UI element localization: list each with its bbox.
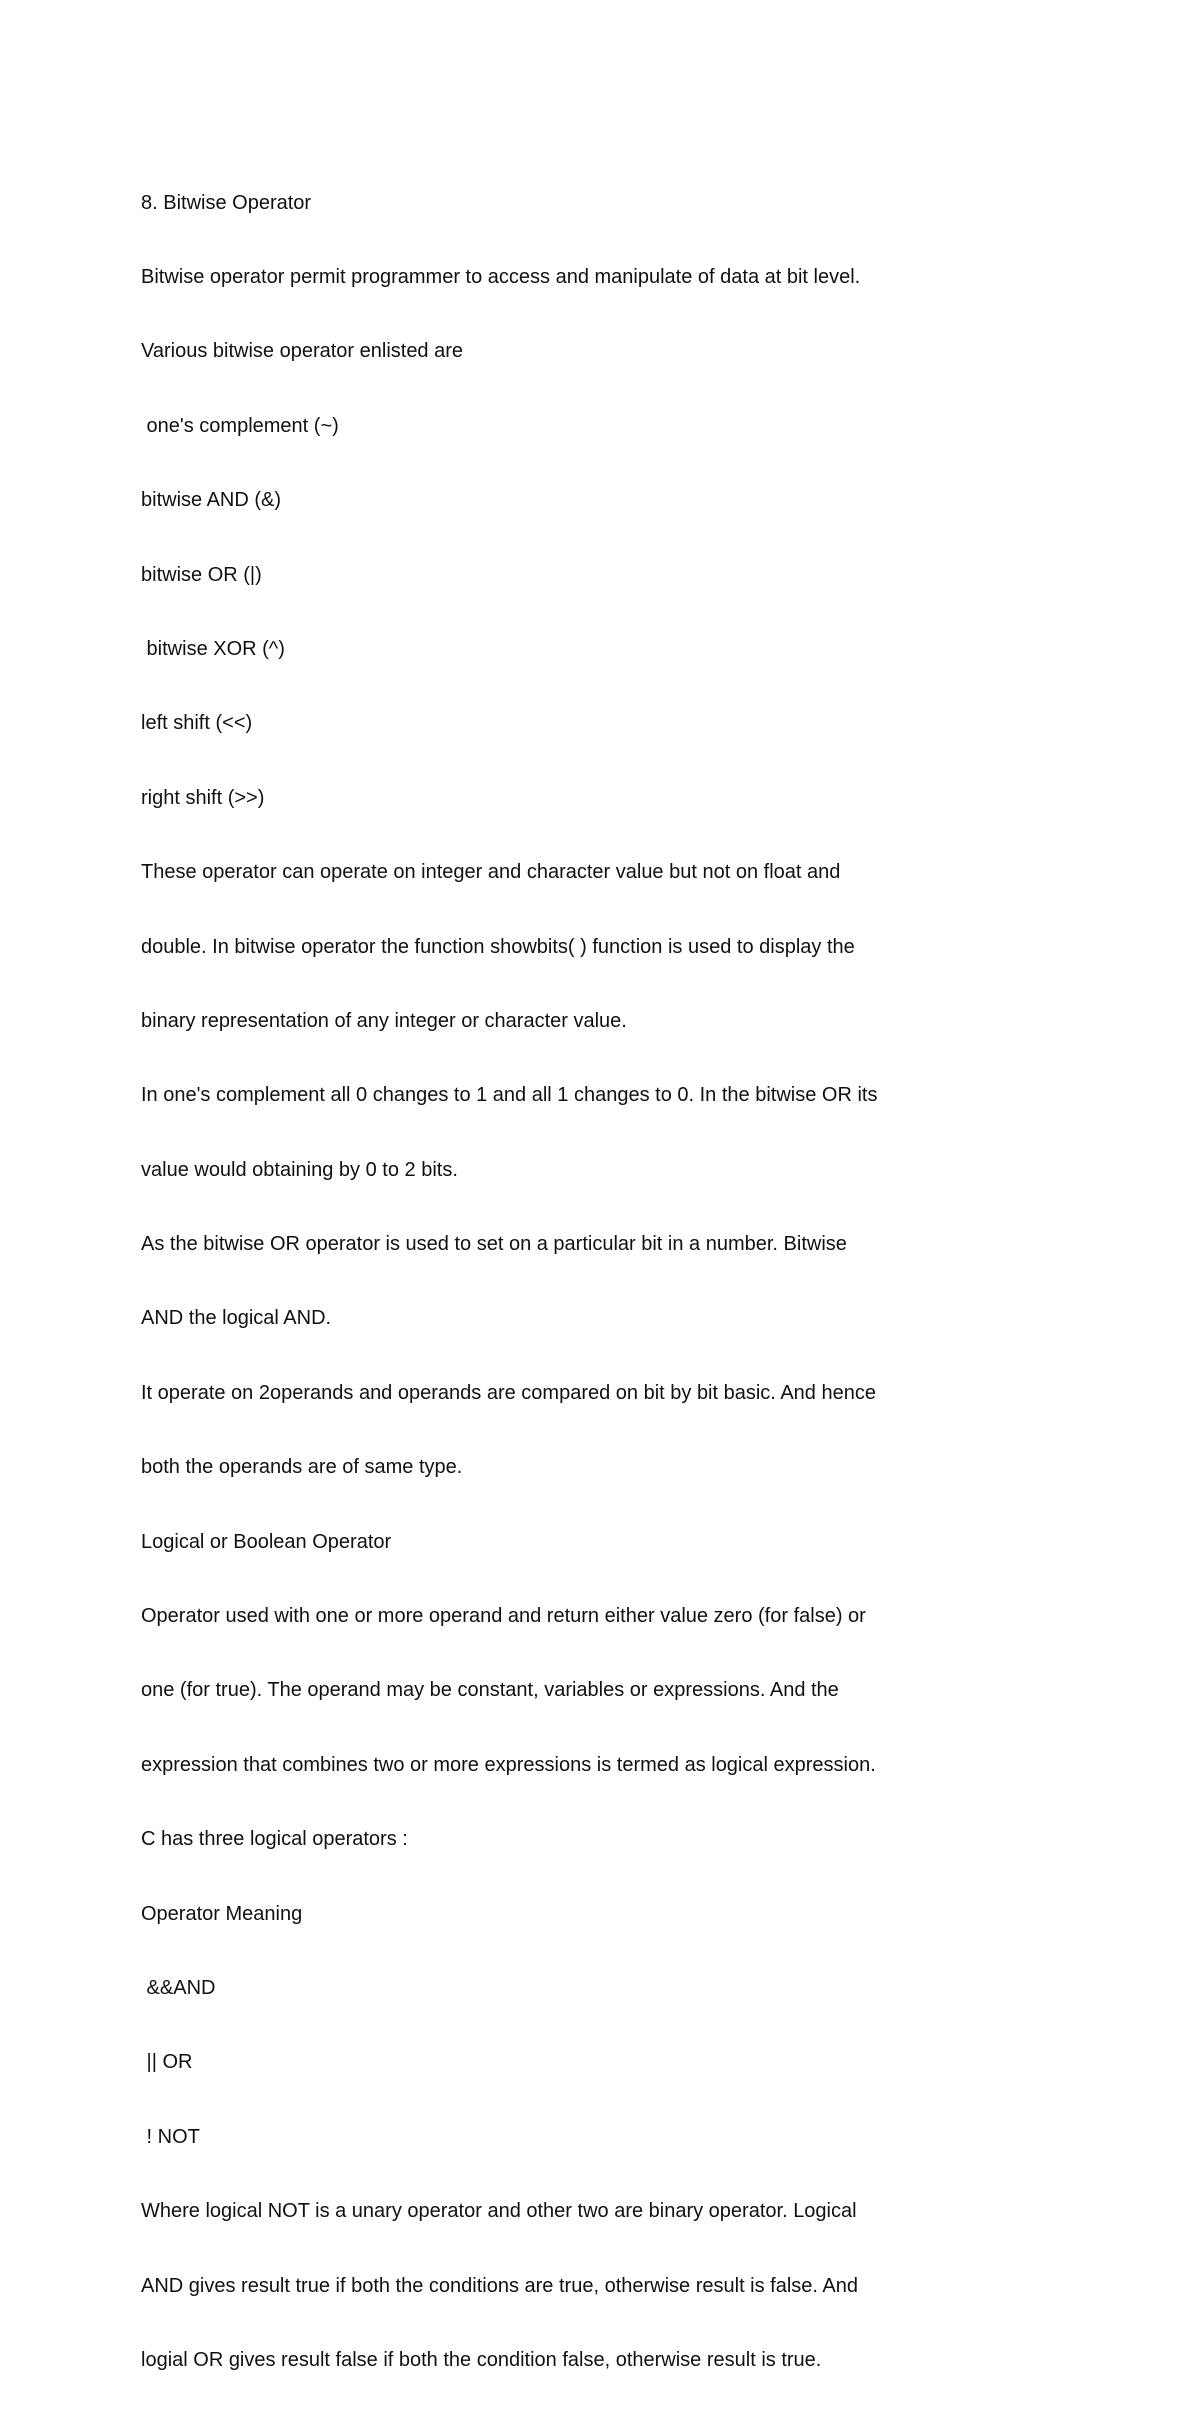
table-row: || OR	[141, 2051, 193, 2074]
list-item: right shift (>>)	[141, 786, 265, 809]
document-body	[141, 141, 961, 2422]
text-line: As the bitwise OR operator is used to set on a particular bit in a number. Bitwise	[141, 1233, 847, 1256]
list-item: left shift (<<)	[141, 712, 253, 735]
list-item: bitwise AND (&)	[141, 489, 282, 512]
text-line: These operator can operate on integer and character value but not on float and	[141, 861, 841, 884]
text-line: double. In bitwise operator the function showbits( ) function is used to display the	[141, 935, 855, 958]
text-line: Operator used with one or more operand and return either value zero (for false) or	[141, 1605, 866, 1628]
text-line: expression that combines two or more expressions is termed as logical expression.	[141, 1753, 876, 1776]
list-item: bitwise OR (|)	[141, 563, 262, 586]
section-heading: Logical or Boolean Operator	[141, 1530, 392, 1553]
table-header: Operator Meaning	[141, 1902, 303, 1925]
text-line: C has three logical operators :	[141, 1828, 408, 1851]
text-line: AND gives result true if both the conditions are true, otherwise result is false. And	[141, 2274, 859, 2297]
section-heading: 8. Bitwise Operator	[141, 191, 312, 214]
list-item: bitwise XOR (^)	[141, 637, 285, 660]
table-row: &&AND	[141, 1976, 216, 1999]
text-line: binary representation of any integer or character value.	[141, 1009, 627, 1032]
text-line: logial OR gives result false if both the condition false, otherwise result is true.	[141, 2348, 822, 2371]
text-line: Bitwise operator permit programmer to access and manipulate of data at bit level.	[141, 265, 861, 288]
text-line: one (for true). The operand may be constant, variables or expressions. And the	[141, 1679, 839, 1702]
text-line: Various bitwise operator enlisted are	[141, 340, 464, 363]
text-line: Where logical NOT is a unary operator and other two are binary operator. Logical	[141, 2200, 857, 2223]
list-item: one's complement (~)	[141, 414, 339, 437]
text-line: both the operands are of same type.	[141, 1456, 463, 1479]
table-row: ! NOT	[141, 2125, 200, 2148]
text-line: In one's complement all 0 changes to 1 and all 1 changes to 0. In the bitwise OR its	[141, 1084, 878, 1107]
text-line: It operate on 2operands and operands are compared on bit by bit basic. And hence	[141, 1381, 876, 1404]
text-line: AND the logical AND.	[141, 1307, 332, 1330]
text-line: value would obtaining by 0 to 2 bits.	[141, 1158, 458, 1181]
